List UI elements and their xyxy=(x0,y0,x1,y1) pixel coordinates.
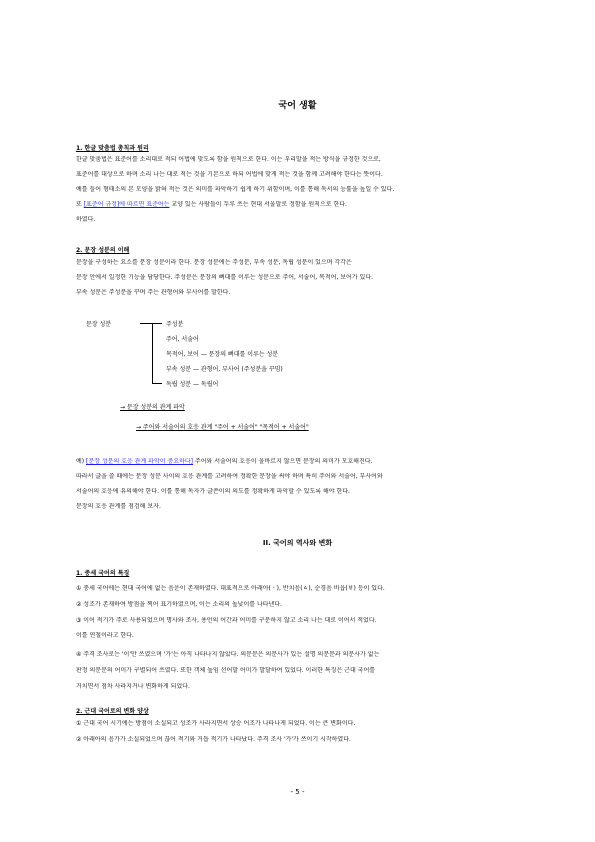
diagram-item-2: 목적어, 보어 — 문장의 뼈대를 이루는 성분 xyxy=(166,351,279,358)
diagram-tick-top xyxy=(152,323,162,324)
page-title: 국어 생활 xyxy=(278,101,317,111)
section-2-line-2: 문장 안에서 일정한 기능을 담당한다. 주성분은 문장의 뼈대를 이루는 성분으로 주어, 서술어, 목적어, 보어가 있다. xyxy=(76,274,374,281)
section-4-line-5: ④ 주격 조사로는 '이'만 쓰였으며 '가'는 아직 나타나지 않았다. 의문문은 의문사가 있는 설명 의문문과 의문사가 없는 xyxy=(76,651,380,658)
section-5-line-2: ② 아래아의 음가가 소실되었으며 끊어 적기와 거듭 적기가 나타났다. 주격 조사 '가'가 쓰이기 시작하였다. xyxy=(76,736,351,743)
section-1-heading: 1. 한글 맞춤법 총칙과 원리 xyxy=(76,145,149,152)
section-1-line-2: 표준어를 대상으로 하며 소리 나는 대로 적는 것을 기본으로 하되 어법에 맞게 적는 것을 함께 고려해야 한다는 뜻이다. xyxy=(76,171,383,178)
diagram-root-label: 문장 성분 xyxy=(86,321,112,328)
section-1-line-3: 예를 들어 형태소의 본 모양을 밝혀 적는 것은 의미를 파악하기 쉽게 하기 위함이며, 이를 통해 독서의 능률을 높일 수 있다. xyxy=(76,186,395,193)
section-3-line-1: 예) [문장 성분의 호응 관계 파악이 중요하다] 주어와 서술어의 호응이 올바르지 않으면 문장의 의미가 모호해진다. xyxy=(76,458,373,465)
section-4-line-3: ③ 이어 적기가 주로 사용되었으며 명사와 조사, 용언의 어간과 어미를 구분하지 않고 소리 나는 대로 이어서 적었다. xyxy=(76,617,377,624)
section-4-line-4: 이를 연철이라고 한다. xyxy=(76,632,134,639)
page-number: - 5 - xyxy=(290,788,305,796)
section-1-link[interactable]: [표준어 규정]에 따르면 표준어는 xyxy=(83,201,170,208)
diagram-bracket xyxy=(152,323,153,383)
diagram-top-label: 주성분 xyxy=(166,321,184,328)
diagram-item-1: 주어, 서술어 xyxy=(166,336,199,343)
section-1-line-5: 하였다. xyxy=(76,216,96,223)
section-4-line-6: 판정 의문문의 어미가 구별되어 쓰였다. 또한 객체 높임 선어말 어미가 발달하여 있었다. 이러한 특징은 근대 국어를 xyxy=(76,667,376,674)
section-5-line-1: ① 근대 국어 시기에는 방점이 소실되고 성조가 사라지면서 상승 어조가 나타나게 되었다. 이는 큰 변화이다. xyxy=(76,720,356,727)
section-2-line-1: 문장을 구성하는 요소를 문장 성분이라 한다. 문장 성분에는 주성분, 부속 성분, 독립 성분이 있으며 각각은 xyxy=(76,259,352,266)
section-4-subheading: 1. 중세 국어의 특징 xyxy=(76,570,130,577)
section-3-link[interactable]: [문장 성분의 호응 관계 파악이 중요하다] xyxy=(86,458,194,465)
diagram-arrow-line-2: → 주어와 서술어의 호응 관계 "주어 + 서술어" "목적어 + 서술어" xyxy=(136,424,309,431)
diagram-arrow-line-1: → 문장 성분의 관계 파악 xyxy=(120,404,185,411)
section-4-heading: II. 국어의 역사와 변화 xyxy=(262,539,333,547)
diagram-item-4: 독립 성분 — 독립어 xyxy=(166,381,219,388)
section-2-line-3: 부속 성분은 주성분을 꾸며 주는 관형어와 부사어를 말한다. xyxy=(76,289,231,296)
section-3-line-4: 문장의 호응 관계를 점검해 보자. xyxy=(76,503,161,510)
diagram-item-3: 부속 성분 — 관형어, 부사어 (주성분을 꾸밈) xyxy=(166,366,283,373)
section-4-line-1: ① 중세 국어에는 현대 국어에 없는 음운이 존재하였다. 대표적으로 아래아(ㆍ), 반치음(ㅿ), 순경음 비읍(ㅸ) 등이 있다. xyxy=(76,585,385,592)
section-3-line-2: 따라서 글을 쓸 때에는 문장 성분 사이의 호응 관계를 고려하여 정확한 문장을 써야 하며 특히 주어와 서술어, 부사어와 xyxy=(76,473,383,480)
section-5-heading: 2. 근대 국어로의 변화 양상 xyxy=(76,708,149,715)
section-3-line-3: 서술어의 호응에 유의해야 한다. 이를 통해 독자가 글쓴이의 의도를 정확하게 파악할 수 있도록 해야 한다. xyxy=(76,488,350,495)
section-2-heading: 2. 문장 성분의 이해 xyxy=(76,247,130,254)
diagram-tick-bottom xyxy=(152,383,162,384)
section-1-line-1: 한글 맞춤법은 표준어를 소리대로 적되 어법에 맞도록 함을 원칙으로 한다. 이는 우리말을 적는 방식을 규정한 것으로, xyxy=(76,156,381,163)
section-4-line-7: 거치면서 점차 사라지거나 변화하게 되었다. xyxy=(76,683,190,690)
section-4-line-2: ② 성조가 존재하여 방점을 찍어 표기하였으며, 이는 소리의 높낮이를 나타낸다. xyxy=(76,601,283,608)
section-1-line-4: 또 [표준어 규정]에 따르면 표준어는 교양 있는 사람들이 두루 쓰는 현대 서울말로 정함을 원칙으로 한다. xyxy=(76,201,347,208)
